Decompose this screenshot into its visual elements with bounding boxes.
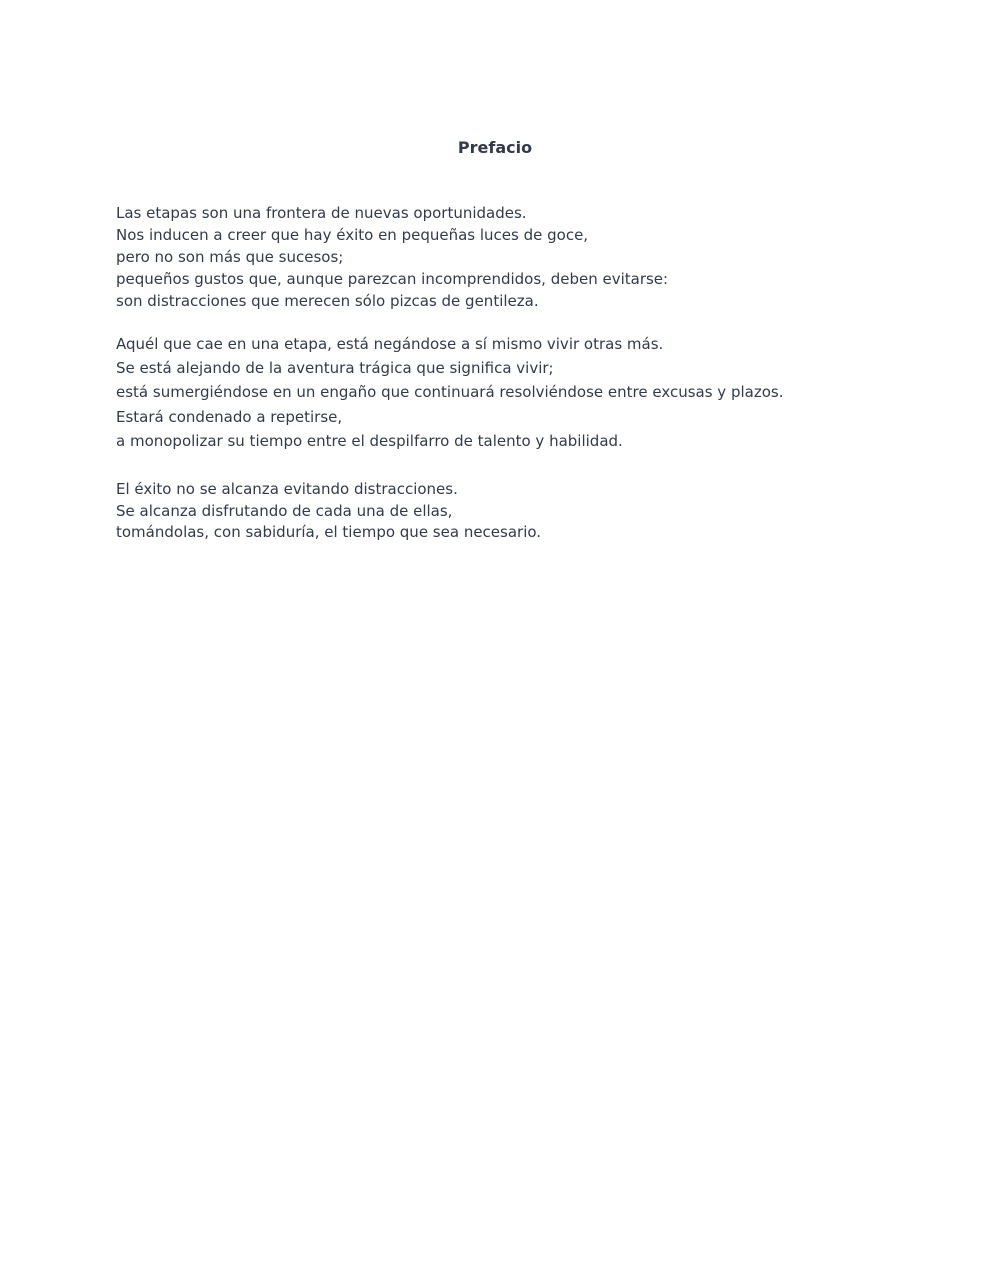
verse-line: a monopolizar su tiempo entre el despilfarro de talento y habilidad. bbox=[116, 431, 623, 450]
verse-line: Las etapas son una frontera de nuevas oportunidades. bbox=[116, 204, 527, 222]
verse-line: son distracciones que merecen sólo pizcas de gentileza. bbox=[116, 292, 539, 310]
verse-line: tomándolas, con sabiduría, el tiempo que sea necesario. bbox=[116, 523, 542, 541]
verse-line: Se alcanza disfrutando de cada una de ellas, bbox=[116, 501, 453, 520]
verse-line: pero no son más que sucesos; bbox=[116, 248, 344, 266]
verse-line: Se está alejando de la aventura trágica que significa vivir; bbox=[116, 359, 554, 378]
verse-line: Estará condenado a repetirse, bbox=[116, 407, 343, 426]
verse-line: Aquél que cae en una etapa, está negándose a sí mismo vivir otras más. bbox=[116, 335, 664, 353]
verse-line: pequeños gustos que, aunque parezcan incomprendidos, deben evitarse: bbox=[116, 270, 669, 288]
stanza-1 bbox=[116, 202, 936, 312]
verse-line: El éxito no se alcanza evitando distracciones. bbox=[116, 480, 458, 498]
stanza-3 bbox=[116, 479, 936, 544]
page-title: Prefacio bbox=[457, 138, 533, 157]
stanza-2 bbox=[116, 332, 936, 453]
verse-line: está sumergiéndose en un engaño que continuará resolviéndose entre excusas y plazos. bbox=[116, 383, 784, 402]
verse-line: Nos inducen a creer que hay éxito en pequeñas luces de goce, bbox=[116, 226, 589, 244]
